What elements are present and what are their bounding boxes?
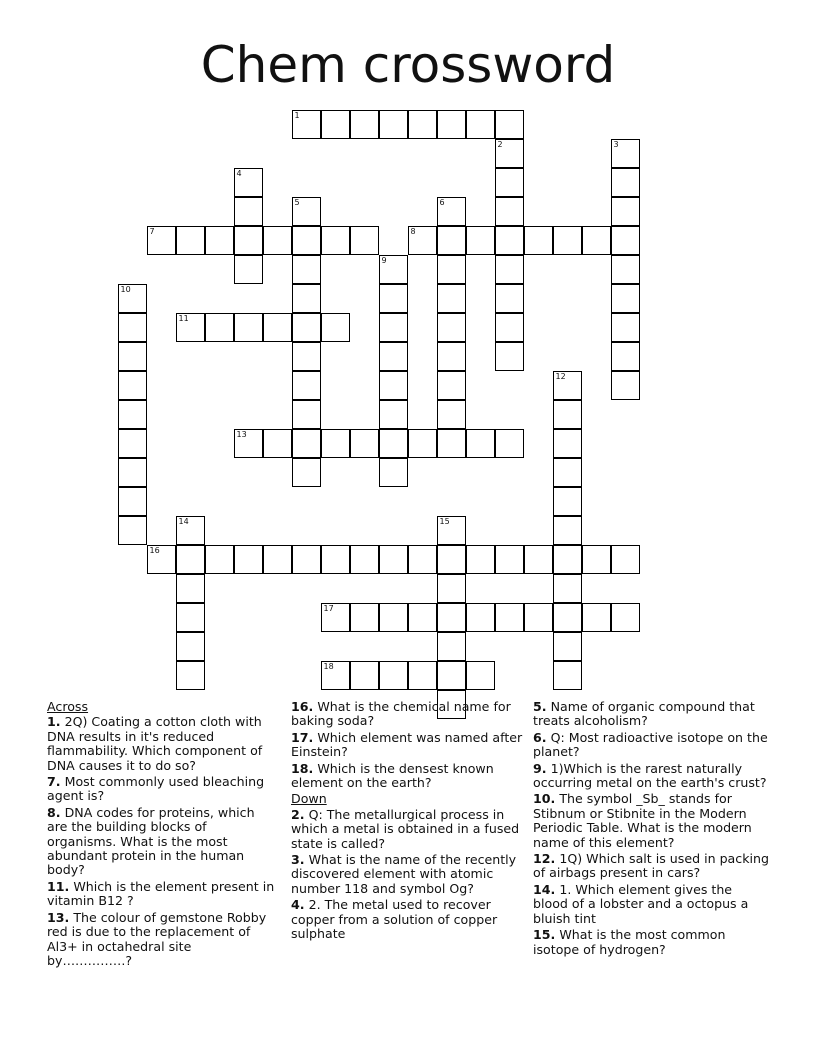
grid-cell[interactable]: [582, 226, 611, 255]
clue-across-16: 16. What is the chemical name for baking soda?: [291, 699, 511, 729]
grid-cell[interactable]: [379, 255, 408, 284]
grid-cell[interactable]: [321, 603, 350, 632]
clue-down-6: 6. Q: Most radioactive isotope on the planet?: [533, 729, 768, 760]
grid-cell[interactable]: [611, 168, 640, 197]
grid-cell[interactable]: [176, 603, 205, 632]
cell-number: 16: [149, 545, 160, 555]
grid-cell[interactable]: [495, 168, 524, 197]
clue-column-3: [533, 700, 769, 959]
grid-cell[interactable]: [553, 226, 582, 255]
clue-column-2: [291, 700, 523, 944]
grid-cell[interactable]: [437, 574, 466, 603]
grid-cell[interactable]: [553, 661, 582, 690]
grid-cell[interactable]: [205, 545, 234, 574]
grid-cell[interactable]: [234, 168, 263, 197]
grid-cell[interactable]: [292, 110, 321, 139]
grid-cell[interactable]: [234, 255, 263, 284]
grid-cell[interactable]: [176, 516, 205, 545]
clue-across-7: 7. Most commonly used bleaching agent is?: [47, 774, 265, 804]
grid-cell[interactable]: [495, 284, 524, 313]
cell-number: 6: [439, 197, 445, 207]
grid-cell[interactable]: [466, 545, 495, 574]
grid-cell[interactable]: [611, 226, 640, 255]
grid-cell[interactable]: [495, 255, 524, 284]
cell-number: 12: [555, 371, 566, 381]
grid-cell[interactable]: [495, 139, 524, 168]
grid-cell[interactable]: [524, 603, 553, 632]
grid-cell[interactable]: [292, 429, 321, 458]
clue-across-13: 13. The colour of gemstone Robby red is due to the replacement of Al3+ in octahedral site by……………?: [47, 909, 267, 968]
cell-number: 8: [410, 226, 416, 236]
clue-down-12: 12. 1Q) Which salt is used in packing of airbags present in cars?: [533, 851, 769, 881]
grid-cell[interactable]: [437, 284, 466, 313]
clue-across-8: 8. DNA codes for proteins, which are the building blocks of organisms. What is the most abundant protein in the human body?: [47, 804, 255, 878]
grid-cell[interactable]: [234, 313, 263, 342]
grid-cell[interactable]: [176, 545, 205, 574]
grid-cell[interactable]: [553, 574, 582, 603]
grid-cell[interactable]: [437, 400, 466, 429]
grid-cell[interactable]: [524, 545, 553, 574]
grid-cell[interactable]: [292, 226, 321, 255]
grid-cell[interactable]: [408, 603, 437, 632]
grid-cell[interactable]: [466, 603, 495, 632]
grid-cell[interactable]: [611, 545, 640, 574]
grid-cell[interactable]: [118, 458, 147, 487]
grid-cell[interactable]: [466, 429, 495, 458]
grid-cell[interactable]: [379, 603, 408, 632]
grid-cell[interactable]: [350, 429, 379, 458]
grid-cell[interactable]: [321, 661, 350, 690]
cell-number: 7: [149, 226, 155, 236]
grid-cell[interactable]: [437, 110, 466, 139]
grid-cell[interactable]: [350, 545, 379, 574]
grid-cell[interactable]: [611, 255, 640, 284]
cell-number: 18: [323, 661, 334, 671]
grid-cell[interactable]: [437, 197, 466, 226]
grid-cell[interactable]: [553, 603, 582, 632]
grid-cell[interactable]: [379, 284, 408, 313]
grid-cell[interactable]: [321, 545, 350, 574]
grid-cell[interactable]: [379, 661, 408, 690]
grid-cell[interactable]: [292, 371, 321, 400]
grid-cell[interactable]: [553, 400, 582, 429]
clue-across-17: 17. Which element was named after Einstein?: [291, 729, 523, 760]
grid-cell[interactable]: [437, 661, 466, 690]
cell-number: 3: [613, 139, 619, 149]
grid-cell[interactable]: [408, 661, 437, 690]
grid-cell[interactable]: [437, 255, 466, 284]
cell-number: 17: [323, 603, 334, 613]
grid-cell[interactable]: [408, 545, 437, 574]
clue-down-2: 2. Q: The metallurgical process in which a metal is obtained in a fused state is called?: [291, 806, 520, 851]
grid-cell[interactable]: [553, 429, 582, 458]
grid-cell[interactable]: [495, 429, 524, 458]
grid-cell[interactable]: [118, 342, 147, 371]
cell-number: 1: [294, 110, 300, 120]
grid-cell[interactable]: [379, 110, 408, 139]
grid-cell[interactable]: [118, 516, 147, 545]
grid-cell[interactable]: [292, 197, 321, 226]
grid-cell[interactable]: [408, 429, 437, 458]
grid-cell[interactable]: [350, 603, 379, 632]
grid-cell[interactable]: [437, 632, 466, 661]
grid-cell[interactable]: [379, 458, 408, 487]
across-heading: Across: [47, 699, 89, 714]
grid-cell[interactable]: [611, 197, 640, 226]
grid-cell[interactable]: [234, 197, 263, 226]
grid-cell[interactable]: [437, 429, 466, 458]
cell-number: 15: [439, 516, 450, 526]
grid-cell[interactable]: [321, 313, 350, 342]
grid-cell[interactable]: [437, 226, 466, 255]
grid-cell[interactable]: [466, 110, 495, 139]
grid-cell[interactable]: [437, 545, 466, 574]
grid-cell[interactable]: [321, 110, 350, 139]
grid-cell[interactable]: [495, 342, 524, 371]
clue-across-1: 1. 2Q) Coating a cotton cloth with DNA results in it's reduced flammability. Which component of DNA causes it to do so?: [47, 714, 263, 773]
cell-number: 14: [178, 516, 189, 526]
grid-cell[interactable]: [292, 284, 321, 313]
grid-cell[interactable]: [292, 400, 321, 429]
grid-cell[interactable]: [495, 197, 524, 226]
grid-cell[interactable]: [611, 284, 640, 313]
grid-cell[interactable]: [611, 139, 640, 168]
clue-down-4: 4. 2. The metal used to recover copper from a solution of copper sulphate: [291, 897, 498, 942]
grid-cell[interactable]: [321, 429, 350, 458]
cell-number: 10: [120, 284, 131, 294]
grid-cell[interactable]: [379, 400, 408, 429]
cell-number: 13: [236, 429, 247, 439]
grid-cell[interactable]: [379, 429, 408, 458]
clue-across-18: 18. Which is the densest known element on the earth?: [291, 760, 494, 791]
grid-cell[interactable]: [234, 545, 263, 574]
grid-cell[interactable]: [553, 545, 582, 574]
grid-cell[interactable]: [234, 429, 263, 458]
grid-cell[interactable]: [118, 371, 147, 400]
grid-cell[interactable]: [205, 313, 234, 342]
grid-cell[interactable]: [118, 429, 147, 458]
grid-cell[interactable]: [263, 545, 292, 574]
grid-cell[interactable]: [553, 487, 582, 516]
grid-cell[interactable]: [379, 342, 408, 371]
grid-cell[interactable]: [205, 226, 234, 255]
grid-cell[interactable]: [176, 226, 205, 255]
clue-column-1: [47, 700, 275, 970]
cell-number: 4: [236, 168, 242, 178]
grid-cell[interactable]: [495, 313, 524, 342]
clue-down-10: 10. The symbol _Sb_ stands for Stibnum or Stibnite in the Modern Periodic Table. What is the modern name of this element?: [533, 791, 752, 850]
grid-cell[interactable]: [292, 255, 321, 284]
grid-cell[interactable]: [582, 545, 611, 574]
grid-cell[interactable]: [176, 632, 205, 661]
clue-down-9: 9. 1)Which is the rarest naturally occurring metal on the earth's crust?: [533, 760, 767, 791]
down-heading: Down: [291, 791, 327, 807]
grid-cell[interactable]: [553, 632, 582, 661]
grid-cell[interactable]: [292, 313, 321, 342]
grid-cell[interactable]: [321, 226, 350, 255]
grid-cell[interactable]: [147, 226, 176, 255]
grid-cell[interactable]: [292, 545, 321, 574]
grid-cell[interactable]: [118, 284, 147, 313]
grid-cell[interactable]: [495, 545, 524, 574]
grid-cell[interactable]: [524, 226, 553, 255]
grid-cell[interactable]: [495, 226, 524, 255]
grid-cell[interactable]: [437, 342, 466, 371]
grid-cell[interactable]: [553, 516, 582, 545]
grid-cell[interactable]: [553, 371, 582, 400]
grid-cell[interactable]: [408, 110, 437, 139]
grid-cell[interactable]: [176, 574, 205, 603]
clue-down-14: 14. 1. Which element gives the blood of a lobster and a octopus a bluish tint: [533, 881, 749, 926]
grid-cell[interactable]: [553, 458, 582, 487]
grid-cell[interactable]: [118, 400, 147, 429]
grid-cell[interactable]: [611, 603, 640, 632]
cell-number: 9: [381, 255, 387, 265]
clue-down-5: 5. Name of organic compound that treats alcoholism?: [533, 699, 755, 729]
grid-cell[interactable]: [118, 487, 147, 516]
grid-cell[interactable]: [292, 342, 321, 371]
grid-cell[interactable]: [292, 458, 321, 487]
cell-number: 11: [178, 313, 189, 323]
grid-cell[interactable]: [350, 661, 379, 690]
grid-cell[interactable]: [495, 603, 524, 632]
grid-cell[interactable]: [379, 313, 408, 342]
grid-cell[interactable]: [582, 603, 611, 632]
grid-cell[interactable]: [408, 226, 437, 255]
grid-cell[interactable]: [379, 371, 408, 400]
grid-cell[interactable]: [611, 313, 640, 342]
grid-cell[interactable]: [611, 342, 640, 371]
grid-cell[interactable]: [466, 661, 495, 690]
grid-cell[interactable]: [437, 371, 466, 400]
grid-cell[interactable]: [437, 516, 466, 545]
grid-cell[interactable]: [379, 545, 408, 574]
grid-cell[interactable]: [495, 110, 524, 139]
grid-cell[interactable]: [263, 226, 292, 255]
grid-cell[interactable]: [147, 545, 176, 574]
clue-down-3: 3. What is the name of the recently discovered element with atomic number 118 and symbol Og?: [291, 852, 517, 896]
grid-cell[interactable]: [176, 313, 205, 342]
grid-cell[interactable]: [350, 110, 379, 139]
page-title: Chem crossword: [200, 36, 616, 94]
grid-cell[interactable]: [611, 371, 640, 400]
grid-cell[interactable]: [350, 226, 379, 255]
cell-number: 2: [497, 139, 503, 149]
cell-number: 5: [294, 197, 300, 207]
grid-cell[interactable]: [437, 603, 466, 632]
grid-cell[interactable]: [437, 313, 466, 342]
grid-cell[interactable]: [234, 226, 263, 255]
grid-cell[interactable]: [176, 661, 205, 690]
clue-across-11: 11. Which is the element present in vitamin B12 ?: [47, 878, 275, 909]
grid-cell[interactable]: [466, 226, 495, 255]
grid-cell[interactable]: [263, 313, 292, 342]
clue-down-15: 15. What is the most common isotope of hydrogen?: [533, 927, 726, 957]
grid-cell[interactable]: [118, 313, 147, 342]
grid-cell[interactable]: [263, 429, 292, 458]
